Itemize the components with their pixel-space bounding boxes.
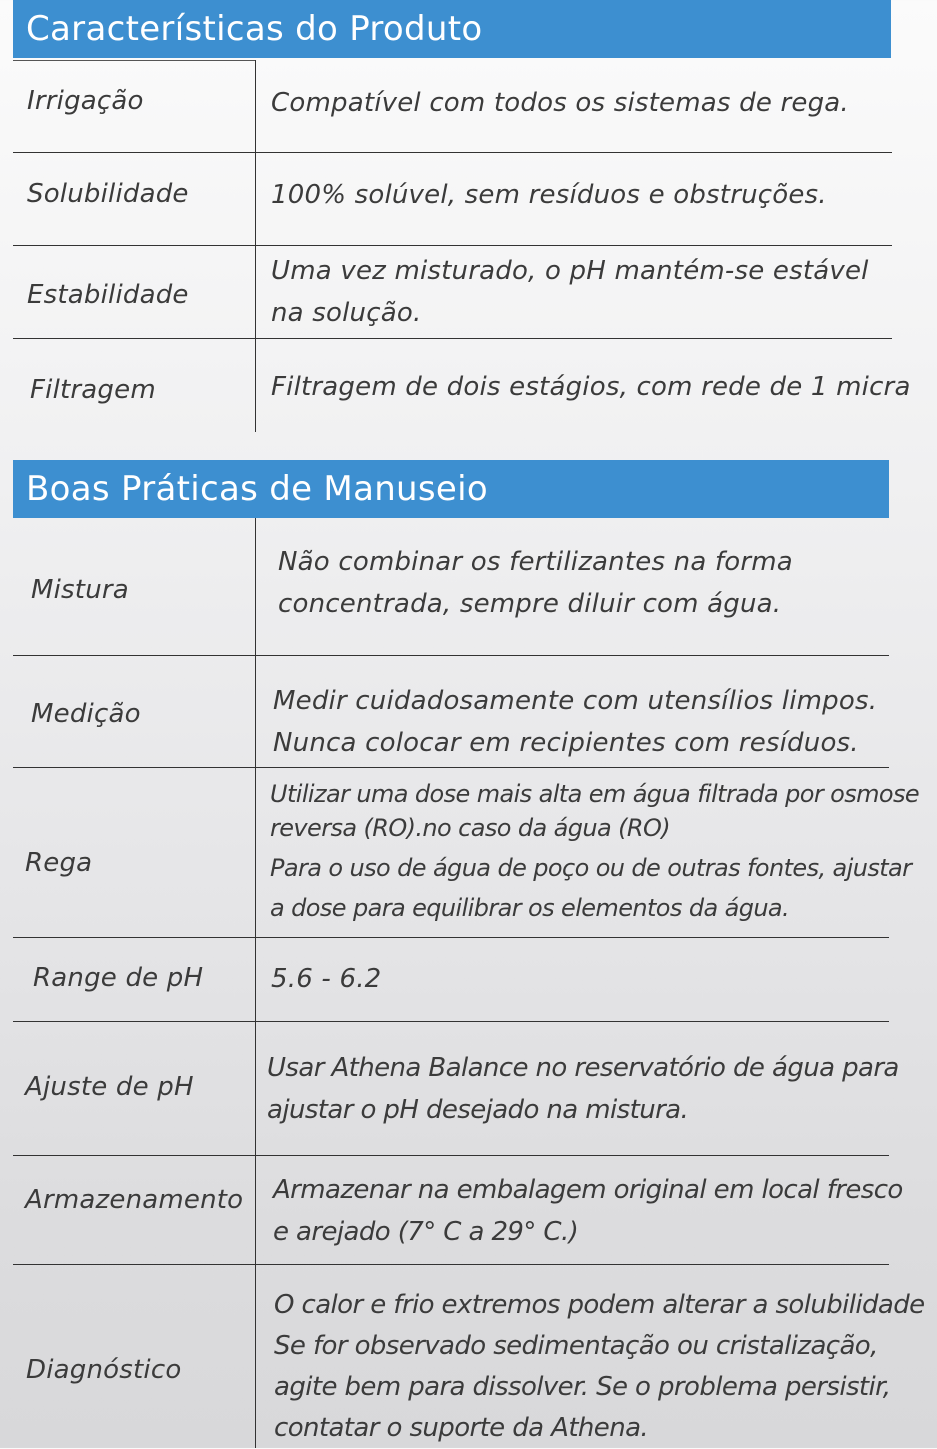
row-value-medicao: [273, 680, 877, 764]
column-divider: [255, 60, 256, 432]
value-line: O calor e frio extremos podem alterar a solubilidade: [274, 1290, 925, 1320]
value-line: Filtragem de dois estágios, com rede de 1 micra: [271, 372, 911, 402]
divider: [13, 937, 889, 938]
value-line: ajustar o pH desejado na mistura.: [267, 1095, 689, 1125]
row-value-estabilidade: [271, 250, 869, 334]
row-value-irrigacao: [271, 82, 849, 124]
value-line: a dose para equilibrar os elementos da água.: [270, 894, 790, 922]
value-line: Armazenar na embalagem original em local fresco: [273, 1175, 903, 1205]
divider: [13, 60, 256, 61]
value-line: Não combinar os fertilizantes na forma: [278, 547, 793, 577]
value-line: Uma vez misturado, o pH mantém-se estável: [271, 256, 869, 286]
divider: [13, 655, 889, 656]
value-line: Para o uso de água de poço ou de outras fontes, ajustar: [270, 854, 912, 882]
value-line: 100% solúvel, sem resíduos e obstruções.: [271, 180, 827, 210]
row-value-ajuste-ph: [267, 1047, 899, 1131]
section-header-caracteristicas: [13, 0, 891, 58]
section-header-boas-praticas: [13, 460, 889, 518]
row-label-filtragem: Filtragem: [30, 375, 156, 405]
row-label-medicao: Medição: [31, 699, 141, 729]
section-title: Boas Práticas de Manuseio: [26, 469, 488, 509]
column-divider: [255, 518, 256, 1448]
row-label-ajuste-ph: Ajuste de pH: [25, 1072, 194, 1102]
value-line: concentrada, sempre diluir com água.: [278, 589, 782, 619]
divider: [13, 767, 889, 768]
value-line: Usar Athena Balance no reservatório de água para: [267, 1053, 899, 1083]
divider: [13, 338, 892, 339]
value-line: Nunca colocar em recipientes com resíduos.: [273, 728, 859, 758]
value-line: Medir cuidadosamente com utensílios limpos.: [273, 686, 878, 716]
row-label-estabilidade: Estabilidade: [27, 280, 189, 310]
row-label-irrigacao: Irrigação: [27, 86, 144, 116]
divider: [13, 1021, 889, 1022]
row-label-solubilidade: Solubilidade: [27, 179, 189, 209]
row-label-diagnostico: Diagnóstico: [26, 1355, 182, 1385]
row-value-rega: [270, 777, 919, 925]
section-title: Características do Produto: [26, 9, 483, 49]
value-line: 5.6 - 6.2: [271, 964, 382, 994]
value-line: Se for observado sedimentação ou cristalização,: [274, 1331, 878, 1361]
row-value-diagnostico: [274, 1285, 925, 1449]
row-value-filtragem: [271, 366, 911, 408]
row-value-armazenamento: [273, 1169, 903, 1253]
row-label-armazenamento: Armazenamento: [25, 1185, 244, 1215]
row-value-range-ph: [271, 958, 381, 1000]
row-label-rega: Rega: [25, 848, 93, 878]
value-line: contatar o suporte da Athena.: [274, 1413, 649, 1443]
divider: [13, 1155, 889, 1156]
value-line: Compatível com todos os sistemas de rega.: [271, 88, 849, 118]
row-value-mistura: [278, 541, 793, 625]
value-line: reversa (RO).no caso da água (RO): [270, 814, 671, 842]
value-line: agite bem para dissolver. Se o problema persistir,: [274, 1372, 891, 1402]
row-value-solubilidade: [271, 174, 827, 216]
row-label-mistura: Mistura: [31, 575, 129, 605]
value-line: Utilizar uma dose mais alta em água filtrada por osmose: [270, 780, 920, 808]
divider: [13, 152, 892, 153]
row-label-range-ph: Range de pH: [33, 963, 204, 993]
divider: [13, 1264, 889, 1265]
value-line: e arejado (7° C a 29° C.): [273, 1217, 579, 1247]
value-line: na solução.: [271, 298, 422, 328]
divider: [13, 245, 892, 246]
